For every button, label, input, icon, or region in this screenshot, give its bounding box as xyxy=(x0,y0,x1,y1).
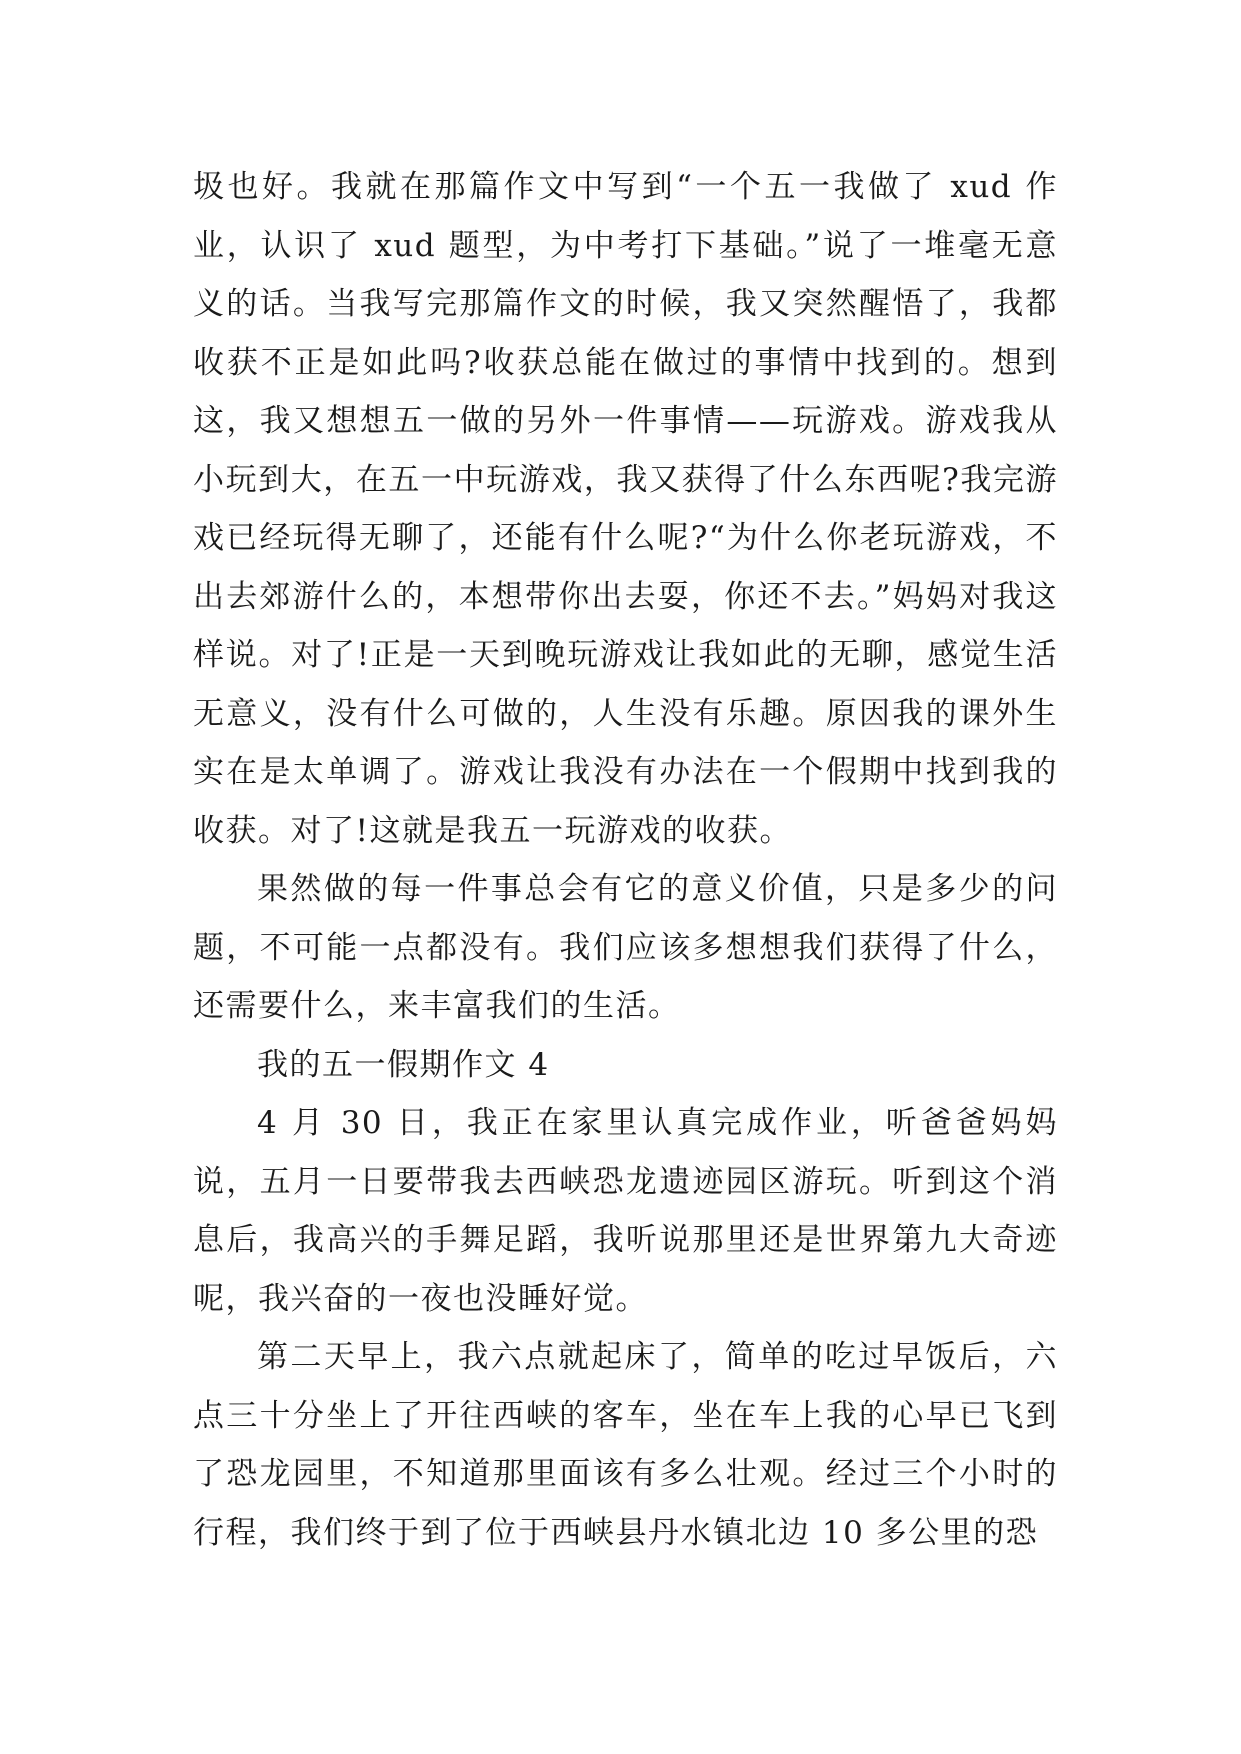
paragraph-2: 果然做的每一件事总会有它的意义价值，只是多少的问题，不可能一点都没有。我们应该多想想我们获得了什么，还需要什么，来丰富我们的生活。 xyxy=(193,871,1058,1024)
paragraph-5: 第二天早上，我六点就起床了，简单的吃过早饭后，六点三十分坐上了开往西峡的客车，坐在车上我的心早已飞到了恐龙园里，不知道那里面该有多么壮观。经过三个小时的行程，我们终于到了位于西峡县丹水镇北边 10 多公里的恐 xyxy=(193,1339,1058,1551)
paragraph-1: 圾也好。我就在那篇作文中写到“一个五一我做了 xud 作业，认识了 xud 题型，为中考打下基础。”说了一堆毫无意义的话。当我写完那篇作文的时候，我又突然醒悟了，我都收获不正是如此吗?收获总能在做过的事情中找到的。想到这，我又想想五一做的另外一件事情——玩游戏。游戏我从小玩到大，在五一中玩游戏，我又获得了什么东西呢?我完游戏已经玩得无聊了，还能有什么呢?“为什么你老玩游戏，不出去郊游什么的，本想带你出去耍，你还不去。”妈妈对我这样说。对了!正是一天到晚玩游戏让我如此的无聊，感觉生活无意义，没有什么可做的，人生没有乐趣。原因我的课外生实在是太单调了。游戏让我没有办法在一个假期中找到我的收获。对了!这就是我五一玩游戏的收获。 xyxy=(193,169,1058,849)
paragraph-4: 4 月 30 日，我正在家里认真完成作业，听爸爸妈妈说，五月一日要带我去西峡恐龙遗迹园区游玩。听到这个消息后，我高兴的手舞足蹈，我听说那里还是世界第九大奇迹呢，我兴奋的一夜也没睡好觉。 xyxy=(193,1105,1058,1317)
document-body xyxy=(193,158,1058,1562)
section-heading: 我的五一假期作文 4 xyxy=(257,1046,550,1083)
